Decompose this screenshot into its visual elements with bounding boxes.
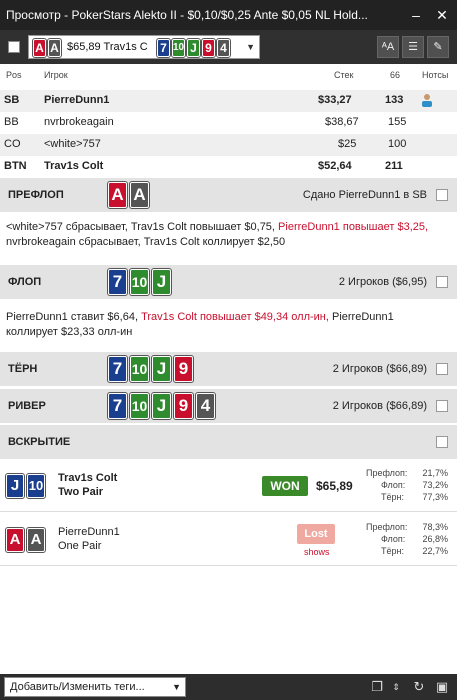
equity-label: Флоп:: [381, 480, 406, 490]
refresh-icon[interactable]: ↻: [413, 679, 425, 694]
equity-value: 22,7%: [422, 546, 448, 556]
river-card-4: 9: [174, 393, 193, 419]
col-pos: Pos: [6, 70, 22, 80]
flop-card-3: J: [152, 269, 171, 295]
action-text: <white>757 сбрасывает, Trav1s Colt повышает $0,75,: [6, 221, 279, 233]
street-river: [0, 389, 457, 423]
equity-label: Тёрн:: [381, 546, 404, 556]
action-text: PierreDunn1: [328, 311, 394, 323]
tags-label: Добавить/Изменить теги...: [10, 681, 145, 693]
turn-card-2: 10: [130, 356, 149, 382]
player-stack: $52,64: [318, 160, 352, 172]
bottom-bar: [0, 674, 457, 700]
player-pos: BTN: [4, 160, 27, 172]
action-text: nvrbrokeagain сбрасывает, Trav1s Colt коллирует $2,50: [6, 236, 286, 248]
street-info: 2 Игроков ($66,89): [332, 400, 427, 412]
board-card-2: 10: [172, 39, 185, 57]
winner-name: Trav1s Colt: [58, 472, 118, 484]
minimize-icon[interactable]: –: [412, 7, 420, 23]
col-player: Игрок: [44, 70, 68, 80]
board-card-5: 4: [217, 39, 230, 57]
equity-value: 21,7%: [422, 468, 448, 478]
street-checkbox[interactable]: [436, 189, 448, 201]
equity-value: 77,3%: [422, 492, 448, 502]
equity-label: Тёрн:: [381, 492, 404, 502]
street-checkbox[interactable]: [436, 363, 448, 375]
player-name: <white>757: [44, 138, 101, 150]
showdown-loser-row: [0, 514, 457, 566]
river-card-2: 10: [130, 393, 149, 419]
street-info: 2 Игроков ($6,95): [338, 276, 427, 288]
hand-amount: $65,89 Trav1s C: [67, 41, 148, 53]
hand-select-checkbox[interactable]: [8, 41, 20, 53]
table-row[interactable]: [0, 134, 457, 156]
win-amount: $65,89: [316, 479, 353, 493]
river-card-1: 7: [108, 393, 127, 419]
sort-icon[interactable]: ⇕: [392, 682, 400, 692]
player-stack: $25: [338, 138, 357, 150]
street-turn: [0, 352, 457, 386]
street-label: ВСКРЫТИЕ: [8, 436, 71, 448]
list-icon[interactable]: ☰: [402, 36, 424, 58]
player-pos: CO: [4, 138, 21, 150]
table-row[interactable]: [0, 112, 457, 134]
chevron-down-icon: ▼: [246, 42, 255, 52]
close-icon[interactable]: ✕: [436, 7, 448, 23]
table-row[interactable]: [0, 156, 457, 178]
hero-card-2: A: [48, 39, 61, 57]
equity-value: 26,8%: [422, 534, 448, 544]
street-checkbox[interactable]: [436, 436, 448, 448]
equity-value: 73,2%: [422, 480, 448, 490]
preflop-card-1: A: [108, 182, 127, 208]
street-checkbox[interactable]: [436, 276, 448, 288]
chevron-down-icon: ▼: [172, 682, 181, 692]
font-size-icon[interactable]: ᴬA: [377, 36, 399, 58]
action-text-highlight: Trav1s Colt повышает $49,34 олл-ин,: [141, 311, 329, 323]
hand-selector-dropdown[interactable]: [28, 35, 260, 59]
player-pos: BB: [4, 116, 19, 128]
player-pos: SB: [4, 94, 20, 106]
street-showdown: [0, 425, 457, 459]
street-checkbox[interactable]: [436, 400, 448, 412]
street-info: Сдано PierreDunn1 в SB: [302, 189, 427, 201]
street-preflop: [0, 178, 457, 212]
col-stack: Стек: [334, 70, 354, 80]
equity-label: Префлоп:: [366, 468, 408, 478]
player-note-icon[interactable]: [420, 93, 434, 107]
board-card-4: 9: [202, 39, 215, 57]
loser-card-1: A: [6, 528, 24, 552]
action-text: коллирует $23,33 олл-ин: [6, 326, 133, 338]
board-card-3: J: [187, 39, 200, 57]
equity-label: Флоп:: [381, 534, 406, 544]
flop-card-1: 7: [108, 269, 127, 295]
street-label: ФЛОП: [8, 276, 42, 288]
flop-actions: [6, 310, 451, 340]
pencil-icon[interactable]: ✎: [427, 36, 449, 58]
title-bar: [0, 0, 457, 30]
toolbar: [0, 30, 457, 64]
preflop-card-2: A: [130, 182, 149, 208]
street-label: ПРЕФЛОП: [8, 189, 64, 201]
winner-hand: Two Pair: [58, 486, 104, 498]
street-label: ТЁРН: [8, 363, 38, 375]
tags-dropdown[interactable]: [4, 677, 186, 697]
preflop-actions: [6, 220, 451, 250]
player-hands: 133: [385, 94, 404, 106]
loser-name: PierreDunn1: [58, 526, 120, 538]
flop-card-2: 10: [130, 269, 149, 295]
action-text-highlight: PierreDunn1 повышает $3,25,: [278, 221, 429, 233]
player-name: nvrbrokeagain: [44, 116, 114, 128]
player-hands: 100: [388, 138, 407, 150]
loser-hand: One Pair: [58, 540, 102, 552]
action-text: PierreDunn1 ставит $6,64,: [6, 311, 142, 323]
street-flop: [0, 265, 457, 299]
save-icon[interactable]: ▣: [435, 679, 449, 694]
river-card-3: J: [152, 393, 171, 419]
table-row[interactable]: [0, 90, 457, 112]
lost-badge: Lost: [297, 524, 335, 544]
col-hands: 66: [390, 70, 401, 80]
equity-label: Префлоп:: [366, 522, 408, 532]
player-name: Trav1s Colt: [44, 160, 104, 172]
street-info: 2 Игроков ($66,89): [332, 363, 427, 375]
col-notes: Нотсы: [422, 70, 449, 80]
street-label: РИВЕР: [8, 400, 46, 412]
shows-label: shows: [304, 547, 330, 557]
player-hands: 155: [388, 116, 407, 128]
loser-card-2: A: [27, 528, 45, 552]
player-name: PierreDunn1: [44, 94, 110, 106]
turn-card-3: J: [152, 356, 171, 382]
copy-icon[interactable]: ❐: [371, 679, 383, 694]
player-stack: $38,67: [325, 116, 359, 128]
river-card-5: 4: [196, 393, 215, 419]
showdown-winner-row: [0, 460, 457, 512]
turn-card-4: 9: [174, 356, 193, 382]
player-hands: 211: [385, 160, 403, 172]
player-stack: $33,27: [318, 94, 352, 106]
equity-value: 78,3%: [422, 522, 448, 532]
window-title: Просмотр - PokerStars Alekto II - $0,10/$0,25 Ante $0,05 NL Hold...: [6, 8, 368, 22]
won-badge: WON: [262, 476, 308, 496]
winner-card-2: 10: [27, 474, 45, 498]
turn-card-1: 7: [108, 356, 127, 382]
board-card-1: 7: [157, 39, 170, 57]
winner-card-1: J: [6, 474, 24, 498]
hero-card-1: A: [33, 39, 46, 57]
